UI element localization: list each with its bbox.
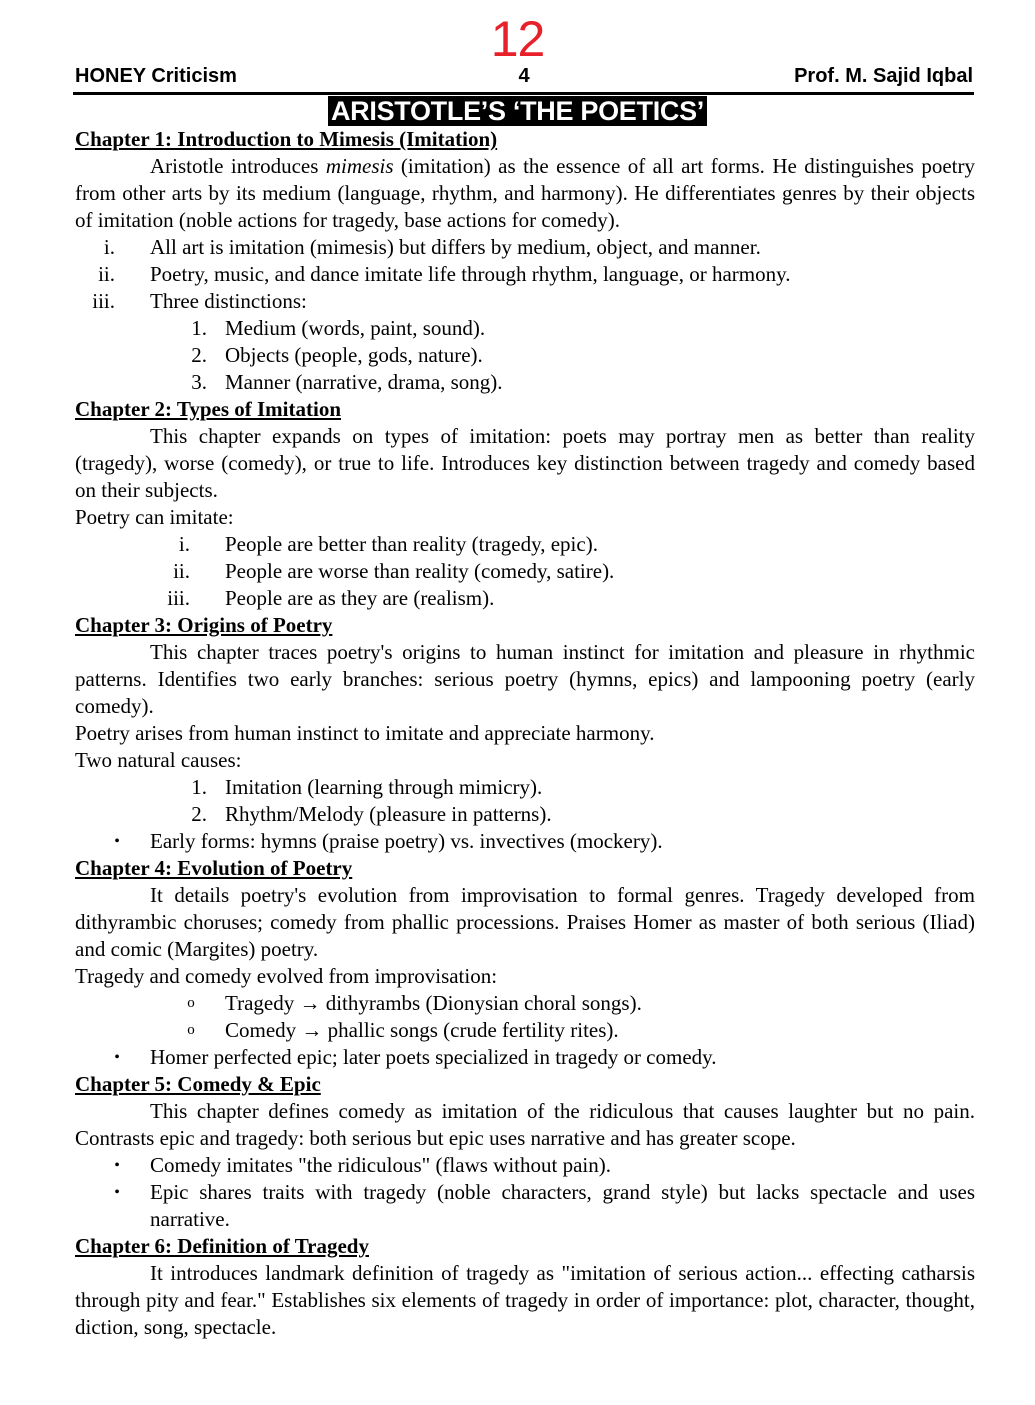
chapter-heading: Chapter 5: Comedy & Epic bbox=[75, 1072, 321, 1096]
emphasis-term: mimesis bbox=[325, 154, 394, 178]
list-item bbox=[75, 369, 975, 396]
chapter-summary: This chapter traces poetry's origins to human instinct for imitation and pleasure in rhythmic patterns. Identifies two early branches: serious poetry (hymns, epics) and lampooning poetry (early comedy). bbox=[75, 640, 975, 718]
chapter-summary: This chapter defines comedy as imitation of the ridiculous that causes laughter but no pain. Contrasts epic and tragedy: both serious but epic uses narrative and has greater scope. bbox=[75, 1099, 975, 1150]
list-item-text: Manner (narrative, drama, song). bbox=[225, 370, 503, 394]
list-item bbox=[75, 288, 975, 315]
list-item-text: All art is imitation (mimesis) but differs by medium, object, and manner. bbox=[150, 235, 761, 259]
list-item-text: Early forms: hymns (praise poetry) vs. invectives (mockery). bbox=[150, 829, 663, 853]
chapter-heading: Chapter 6: Definition of Tragedy bbox=[75, 1234, 369, 1258]
list-item-text: Comedy imitates "the ridiculous" (flaws without pain). bbox=[150, 1153, 611, 1177]
list-marker: i. bbox=[178, 532, 190, 556]
list-item-text: People are worse than reality (comedy, satire). bbox=[225, 559, 615, 583]
chapter-summary bbox=[75, 153, 975, 234]
list-item bbox=[75, 801, 975, 828]
bullet-icon: • bbox=[114, 1184, 120, 1201]
list-item-text: Imitation (learning through mimicry). bbox=[225, 775, 543, 799]
list-item-text: Epic shares traits with tragedy (noble characters, grand style) but lacks spectacle and uses narrative. bbox=[150, 1180, 975, 1231]
list-item-text: Tragedy → dithyrambs (Dionysian choral songs). bbox=[225, 991, 642, 1015]
page-stamp-number: 12 bbox=[490, 11, 545, 67]
header-course-title: HONEY Criticism bbox=[75, 65, 237, 87]
list-marker: ii. bbox=[98, 262, 115, 286]
list-marker: ii. bbox=[173, 559, 190, 583]
circle-bullet-icon: o bbox=[187, 1022, 195, 1038]
list-item bbox=[75, 1152, 975, 1179]
list-marker: 2. bbox=[191, 802, 207, 826]
chapter-summary: This chapter expands on types of imitation: poets may portray men as better than reality (tragedy), worse (comedy), or true to life. Introduces key distinction between tragedy and comedy based on their subjects. bbox=[75, 424, 975, 502]
list-item-text: Three distinctions: bbox=[150, 289, 307, 313]
list-item bbox=[75, 531, 975, 558]
list-marker: 1. bbox=[191, 316, 207, 340]
list-item bbox=[75, 990, 975, 1017]
list-item bbox=[75, 828, 975, 855]
list-lead: Two natural causes: bbox=[75, 748, 242, 772]
list-marker: 3. bbox=[191, 370, 207, 394]
list-item bbox=[75, 315, 975, 342]
list-lead: Poetry can imitate: bbox=[75, 505, 234, 529]
chapter-4 bbox=[75, 855, 975, 1071]
title-container bbox=[0, 96, 1035, 126]
chapter-3 bbox=[75, 612, 975, 855]
header-author: Prof. M. Sajid Iqbal bbox=[794, 65, 973, 87]
chapter-heading: Chapter 3: Origins of Poetry bbox=[75, 613, 333, 637]
list-item bbox=[75, 1179, 975, 1233]
chapter-summary: It details poetry's evolution from improvisation to formal genres. Tragedy developed from dithyrambic choruses; comedy from phallic processions. Praises Homer as master of both serious (Iliad) and comic (Margites) poetry. bbox=[75, 883, 975, 961]
document-body bbox=[75, 126, 975, 1341]
list-item bbox=[75, 342, 975, 369]
summary-text: (imitation) as the essence of all art forms. He distinguishes poetry from other arts by its medium (language, rhythm, and harmony). He differentiates genres by their objects of imitation (noble actions for tragedy, base actions for comedy). bbox=[75, 154, 975, 232]
list-item-text: Objects (people, gods, nature). bbox=[225, 343, 483, 367]
chapter-6 bbox=[75, 1233, 975, 1341]
header-page-number: 4 bbox=[518, 65, 530, 87]
list-marker: 1. bbox=[191, 775, 207, 799]
list-item bbox=[75, 261, 975, 288]
list-marker: i. bbox=[103, 235, 115, 259]
body-line: Poetry arises from human instinct to imitate and appreciate harmony. bbox=[75, 721, 655, 745]
list-item bbox=[75, 774, 975, 801]
page-header bbox=[75, 63, 973, 91]
list-marker: 2. bbox=[191, 343, 207, 367]
chapter-5 bbox=[75, 1071, 975, 1233]
bullet-icon: • bbox=[114, 833, 120, 850]
circle-bullet-icon: o bbox=[187, 995, 195, 1011]
bullet-icon: • bbox=[114, 1049, 120, 1066]
bullet-icon: • bbox=[114, 1157, 120, 1174]
chapter-heading: Chapter 2: Types of Imitation bbox=[75, 397, 342, 421]
list-item-text: People are as they are (realism). bbox=[225, 586, 495, 610]
chapter-heading: Chapter 4: Evolution of Poetry bbox=[75, 856, 353, 880]
list-item-text: Medium (words, paint, sound). bbox=[225, 316, 486, 340]
list-item bbox=[75, 1017, 975, 1044]
list-item bbox=[75, 585, 975, 612]
list-item-text: Comedy → phallic songs (crude fertility rites). bbox=[225, 1018, 619, 1042]
list-item-text: Homer perfected epic; later poets specialized in tragedy or comedy. bbox=[150, 1045, 717, 1069]
summary-text: Aristotle introduces bbox=[150, 154, 326, 178]
list-marker: iii. bbox=[92, 289, 115, 313]
chapter-heading: Chapter 1: Introduction to Mimesis (Imitation) bbox=[75, 127, 498, 151]
list-item bbox=[75, 558, 975, 585]
list-item-text: Rhythm/Melody (pleasure in patterns). bbox=[225, 802, 552, 826]
list-lead: Tragedy and comedy evolved from improvisation: bbox=[75, 964, 498, 988]
list-marker: iii. bbox=[167, 586, 190, 610]
chapter-1 bbox=[75, 126, 975, 396]
list-item-text: Poetry, music, and dance imitate life through rhythm, language, or harmony. bbox=[150, 262, 791, 286]
list-item-text: People are better than reality (tragedy, epic). bbox=[225, 532, 598, 556]
header-rule bbox=[73, 92, 974, 95]
list-item bbox=[75, 234, 975, 261]
chapter-2 bbox=[75, 396, 975, 612]
document-title: ARISTOTLE’S ‘THE POETICS’ bbox=[328, 96, 707, 126]
chapter-summary: It introduces landmark definition of tragedy as "imitation of serious action... effecting catharsis through pity and fear." Establishes six elements of tragedy in order of importance: plot, character, thought, diction, song, spectacle. bbox=[75, 1261, 975, 1339]
list-item bbox=[75, 1044, 975, 1071]
